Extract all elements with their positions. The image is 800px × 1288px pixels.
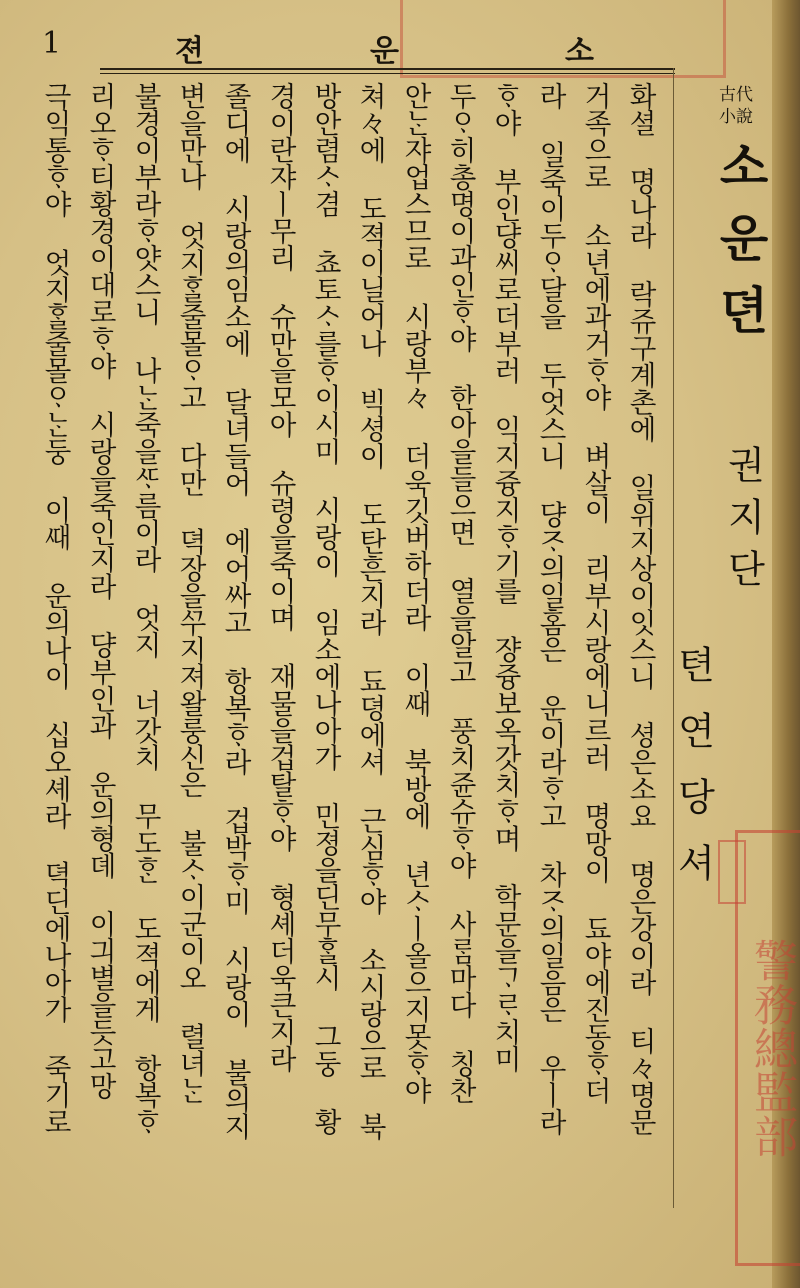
header-rule-thin bbox=[100, 73, 675, 74]
text-column-12: 불경이부라ᄒᆞ얏스니 나ᄂᆞᆫ죽을ᄯᆞ름이라 엇지 너갓치 무도ᄒᆞᆫ 도젹에게 항복ᄒᆞ bbox=[129, 82, 161, 1135]
page-number: 1 bbox=[42, 26, 62, 61]
running-header bbox=[30, 22, 680, 72]
text-column-13: 리오ᄒᆞ티황경이대로ᄒᆞ야 시랑을죽인지라 댱부인과 운의형뎨 이긔별을듯고망 bbox=[84, 82, 116, 1099]
header-rule bbox=[100, 68, 675, 70]
author-name: 텬연당셔 bbox=[671, 645, 715, 909]
title-divider bbox=[673, 68, 674, 1208]
running-title-char-3: 소 bbox=[565, 34, 594, 69]
text-column-14: 극익통ᄒᆞ야 엇지ᄒᆞᆯ줄몰ᄋᆞᄂᆞᆫ둥 이ᄯᅢ 운의나이 십오셰라 뎍딘에나아가 죽기로 bbox=[39, 82, 71, 1135]
running-title-char-1: 젼 bbox=[175, 34, 204, 69]
text-column-9: 경이란쟈ㅣ무리 슈만을모아 슈령을죽이며 재물을겁탈ᄒᆞ야 형셰더욱큰지라 bbox=[264, 82, 296, 1072]
text-column-2: 거족으로 소년에과거ᄒᆞ야 벼살이 리부시랑에니르러 명망이 됴야에진동ᄒᆞ더 bbox=[579, 82, 611, 1104]
text-column-11: 변을만나 엇지ᄒᆞᆯ줄몰ᄋᆞ고 다만 뎍장을ᄭᅮ지져왈룽신은 불ᄉᆞ이군이오 렬녀ᄂᆞᆫ bbox=[174, 82, 206, 1104]
text-column-5: 두ᄋᆞ히총명이과인ᄒᆞ야 한아을들으면 열을알고 풍치쥰슈ᄒᆞ야 사ᄅᆞᆷ마다 칭찬 bbox=[444, 82, 476, 1104]
text-column-6: 안ᄂᆞᆫ쟈업스므로 시랑부々 더욱깃버하더라 이ᄯᅢ 북방에 년ᄉᆞㅣ올으지못ᄒᆞ야 bbox=[399, 82, 431, 1104]
volume-label: 권지단 bbox=[721, 445, 765, 601]
running-title-char-2: 운 bbox=[370, 34, 399, 69]
text-column-8: 방안렴ᄉᆞ겸 쵸토ᄉᆞ를ᄒᆞ이시미 시랑이 임소에나아가 민졍을딘무ᄒᆞᆯ시 그둥 황 bbox=[309, 82, 341, 1135]
title-category: 古代小說 bbox=[719, 85, 753, 127]
text-column-10: 졸디에 시랑의임소에 달녀들어 에어싸고 항복ᄒᆞ라 겁박ᄒᆞ미 시랑이 불의지 bbox=[219, 82, 251, 1140]
book-title: 소운뎐 bbox=[711, 140, 770, 356]
text-column-1: 화셜 명나라 락쥬구계촌에 일위지상이잇스니 셩은소요 명은강이라 티々명문 bbox=[624, 82, 656, 1135]
text-column-7: 쳐々에 도젹이닐어나 빅셩이 도탄흔지라 됴뎡에셔 근심ᄒᆞ야 소시랑으로 북 bbox=[354, 82, 386, 1140]
red-seal-stamp: 警務總監部 bbox=[735, 830, 800, 1266]
text-column-3: 라 일죽이두ᄋᆞ달을 두엇스니 댱ᄌᆞ의일홈은 운이라ᄒᆞ고 차ᄌᆞ의일음은 우ㅣ라 bbox=[534, 82, 566, 1135]
text-column-4: ᄒᆞ야 부인댱씨로더부러 익지즁지ᄒᆞ기를 쟝즁보옥갓치ᄒᆞ며 학문을ᄀᆞᄅᆞ치미 bbox=[489, 82, 521, 1072]
